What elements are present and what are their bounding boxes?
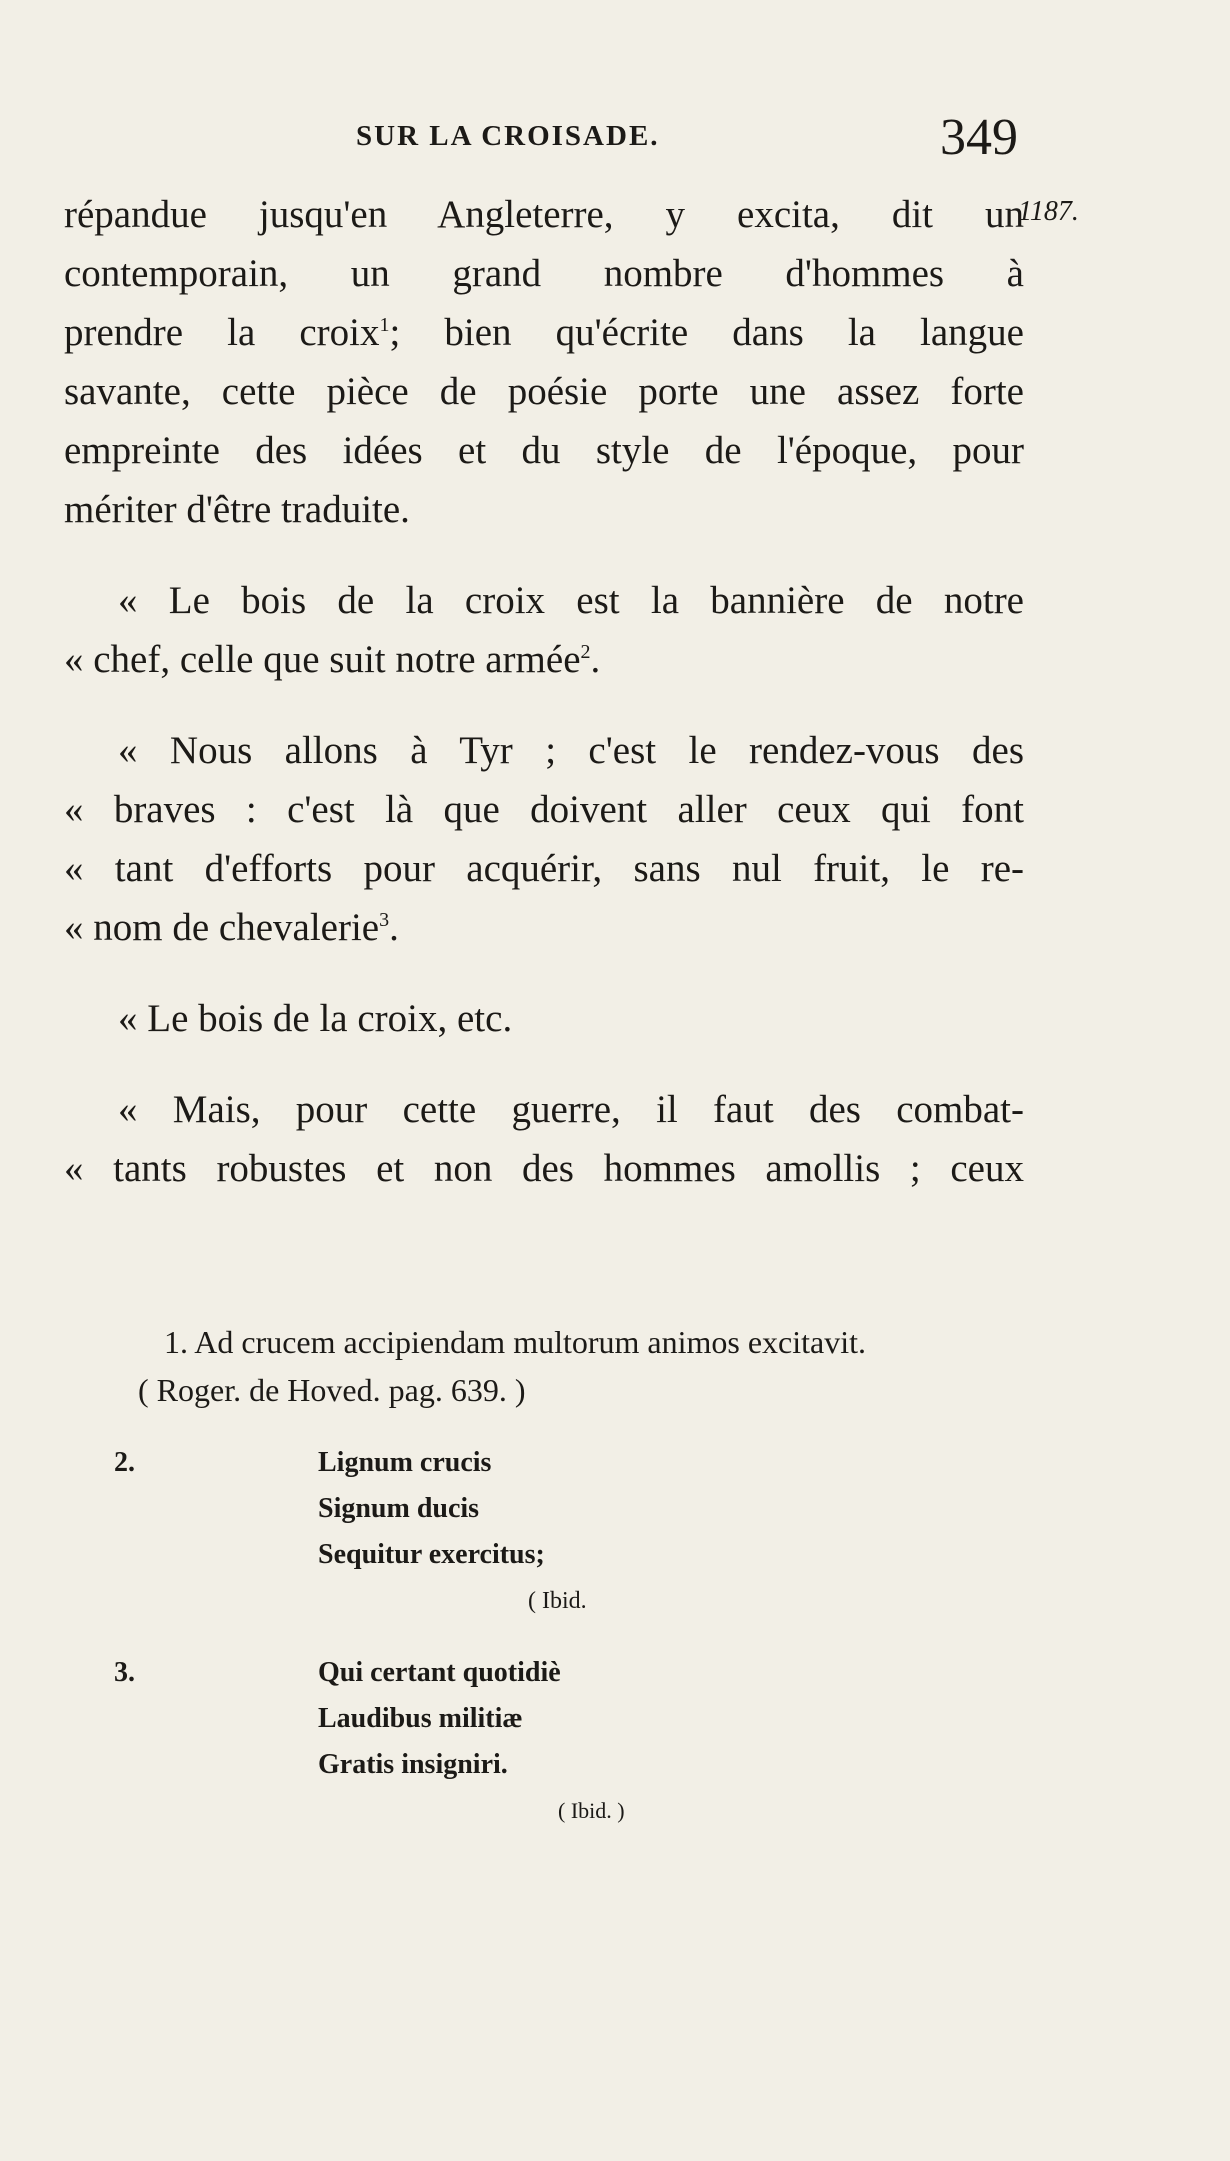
text-line: empreinte des idées et du style de l'époque, pour bbox=[64, 429, 1024, 472]
text-line: « tant d'efforts pour acquérir, sans nul fruit, le re- bbox=[64, 847, 1024, 890]
footnote-label: 1. bbox=[164, 1324, 188, 1360]
body-text bbox=[64, 185, 1024, 1198]
text-line: « Le bois de la croix est la bannière de notre bbox=[118, 579, 1024, 622]
text-line: « Le bois de la croix, etc. bbox=[118, 997, 513, 1040]
quote-2 bbox=[64, 721, 1024, 957]
footnote-1 bbox=[138, 1318, 1038, 1414]
text-fragment: . bbox=[389, 906, 399, 949]
footnote-3 bbox=[114, 1650, 1038, 1834]
verse-line: Laudibus militiæ bbox=[318, 1703, 523, 1734]
text-line: « Nous allons à Tyr ; c'est le rendez-vous des bbox=[118, 729, 1024, 772]
page-number: 349 bbox=[940, 109, 1018, 166]
text-fragment: « chef, celle que suit notre armée bbox=[64, 638, 581, 681]
text-line: contemporain, un grand nombre d'hommes à bbox=[64, 252, 1024, 295]
text-line bbox=[64, 898, 1024, 957]
footnote-source: ( Ibid. ) bbox=[558, 1798, 625, 1823]
footnote-ref-3: 3 bbox=[379, 909, 390, 931]
footnote-label: 3. bbox=[114, 1657, 135, 1688]
text-line bbox=[64, 303, 1024, 362]
text-fragment: prendre la croix bbox=[64, 311, 380, 354]
verse-line: Signum ducis bbox=[318, 1493, 480, 1524]
running-title: SUR LA CROISADE. bbox=[356, 120, 660, 152]
verse-line: Qui certant quotidiè bbox=[318, 1657, 561, 1688]
margin-year: 1187. bbox=[1018, 196, 1079, 227]
quote-3 bbox=[64, 989, 1024, 1048]
footnote-source: ( Roger. de Hoved. pag. 639. ) bbox=[138, 1372, 526, 1408]
text-fragment: ; bien qu'écrite dans la langue bbox=[389, 311, 1024, 354]
text-fragment: . bbox=[590, 638, 601, 681]
footnote-ref-2: 2 bbox=[580, 641, 591, 663]
paragraph-1 bbox=[64, 185, 1024, 539]
text-line bbox=[64, 630, 1024, 689]
text-line: mériter d'être traduite. bbox=[64, 488, 410, 531]
footnote-line bbox=[164, 1318, 1038, 1366]
text-line: « Mais, pour cette guerre, il faut des combat- bbox=[118, 1088, 1024, 1131]
verse-line: Lignum crucis bbox=[318, 1447, 492, 1478]
footnote-source: ( Ibid. bbox=[528, 1588, 587, 1614]
verse-line: Gratis insigniri. bbox=[318, 1749, 508, 1780]
text-line: répandue jusqu'en Angleterre, y excita, dit un bbox=[64, 193, 1024, 236]
quote-4 bbox=[64, 1080, 1024, 1198]
footnote-ref-1: 1 bbox=[379, 314, 390, 336]
text-line: « braves : c'est là que doivent aller ceux qui font bbox=[64, 788, 1024, 831]
page-header bbox=[0, 108, 1230, 178]
quote-1 bbox=[64, 571, 1024, 689]
verse-line: Sequitur exercitus; bbox=[318, 1539, 545, 1570]
footnote-2 bbox=[114, 1440, 1038, 1624]
footnote-text: Ad crucem accipiendam multorum animos excitavit. bbox=[194, 1324, 867, 1360]
text-fragment: « nom de chevalerie bbox=[64, 906, 380, 949]
text-line: « tants robustes et non des hommes amollis ; ceux bbox=[64, 1147, 1024, 1190]
footnotes bbox=[114, 1318, 1038, 1834]
text-line: savante, cette pièce de poésie porte une assez forte bbox=[64, 370, 1024, 413]
footnote-label: 2. bbox=[114, 1447, 135, 1478]
